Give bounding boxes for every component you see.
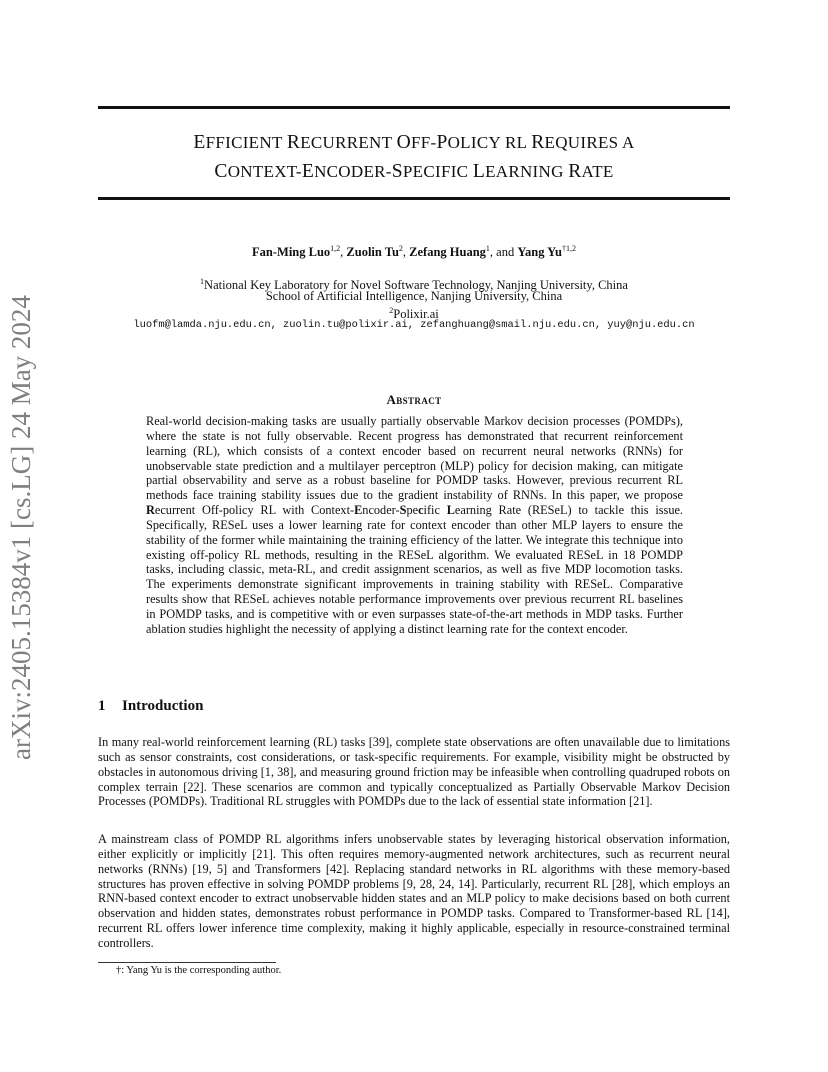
author-affil-sup: 1,2 (330, 244, 341, 253)
paper-title (98, 128, 730, 186)
title-sc: FFICIENT (205, 133, 287, 152)
title-line-1 (98, 128, 730, 157)
section-number: 1 (98, 698, 106, 714)
abstract-heading: Abstract (386, 392, 442, 407)
acronym-letter: S (399, 503, 407, 518)
abstract-text: ncoder- (362, 503, 400, 518)
author-sep: , and (489, 245, 518, 260)
title-bottom-rule (98, 197, 730, 200)
author-name: Yang Yu (517, 245, 562, 260)
title-sc: EARNING (485, 162, 569, 181)
abstract-text: ific (423, 503, 447, 518)
title-cap: R (286, 132, 301, 153)
title-cap: E (193, 132, 206, 153)
title-cap: L (472, 161, 486, 182)
title-sc: OLICY RL (447, 133, 532, 152)
section-title: Introduction (122, 698, 204, 714)
author-sep: , (340, 245, 347, 260)
title-sc: ONTEXT- (227, 162, 302, 181)
section-heading-introduction (98, 698, 203, 715)
abstract-text: Specifically, RESeL uses a lower learning rate for context encoder than other MLP layers to ensure the stability of the former while maintaining the training efficiency of the latter. We integrate this technique into existing off-policy RL methods, resulting in the RESeL algorithm. We evaluated RESeL in 18 POMDP tasks, including classic, meta-RL, and credit assignment scenarios, as well as five MDP locomotion tasks. The experiments demonstrate significant improvements in training stability with RESeL. Comparative results show that RESeL achieves notable performance improvements over previous recurrent RL baselines in POMDP tasks, and is competitive with or even surpasses state-of-the-art methods in MDP tasks. Further ablation studies highlight the necessity of applying a distinct learning rate for the context encoder. (146, 517, 683, 636)
title-cap: S (391, 161, 403, 182)
title-top-rule (98, 106, 730, 109)
arxiv-stamp-text: arXiv:2405.15384v1 [cs.LG] 24 May 2024 (6, 295, 36, 760)
abstract-text: earning Rate (RESeL) to tackle this issue. (454, 503, 684, 518)
title-cap: R (531, 132, 545, 153)
paragraph: A mainstream class of POMDP RL algorithms infers unobservable states by leveraging historical observation information, either explicitly or implicitly [21]. This often requires memory-augmented network architectures, such as recurrent neural networks (RNNs) [19, 5] and Transformers [42]. Replacing standard networks in RL algorithms with these memory-based structures has proven effective in solving POMDP problems [9, 28, 24, 14]. Particularly, recurrent RL [28], which employs an RNN-based context encoder to extract unobservable hidden states and an MLP policy to make decisions based on both current observation and hidden states, demonstrates robust performance in POMDP tasks. Compared to Transformer-based RL [14], recurrent RL offers lower inference time complexity, making it highly applicable, especially in resource-constrained terminal controllers. (98, 832, 730, 950)
affil-text: School of Artificial Intelligence, Nanjing University, China (265, 289, 563, 303)
footnote: †: Yang Yu is the corresponding author. (116, 965, 282, 976)
acronym-letter: R (146, 503, 155, 518)
paragraph: In many real-world reinforcement learning (RL) tasks [39], complete state observations are often unavailable due to limitations such as sensor constraints, cost considerations, or task-specific requirements. For example, visibility might be obstructed by obstacles in autonomous driving [1, 38], and measuring ground friction may be infeasible when controlling quadruped robots on complex terrain [22]. These scenarios are common and typically conceptualized as Partially Observable Markov Decision Processes (POMDPs). Traditional RL struggles with POMDPs due to the lack of essential state information [21]. (98, 735, 730, 809)
author-affil-sup: 1 (485, 244, 490, 253)
abstract-text: ecurrent Off-policy RL with Context- (154, 503, 355, 518)
title-sc: NCODER- (314, 162, 392, 181)
title-cap: E (301, 161, 315, 182)
affil-text: National Key Laboratory for Novel Software Technology, Nanjing University, China (204, 278, 628, 293)
abstract-text: pe (406, 503, 419, 518)
title-sc: FF- (410, 133, 437, 152)
title-line-2 (98, 157, 730, 186)
acronym-letter: c (418, 503, 424, 518)
abstract-body (146, 414, 683, 637)
author-list (98, 244, 730, 260)
author-sep: , (402, 245, 410, 260)
title-sc: ATE (581, 162, 614, 181)
acronym-letter: L (446, 503, 455, 518)
author-emails: luofm@lamda.nju.edu.cn, zuolin.tu@polixir.ai, zefanghuang@smail.nju.edu.cn, yuy@nju.edu.cn (133, 319, 695, 331)
affiliation-line-2 (98, 289, 730, 304)
title-cap: O (396, 132, 411, 153)
acronym-letter: E (354, 503, 363, 518)
affil-sup: 2 (389, 306, 394, 315)
author-affil-sup: †1,2 (561, 244, 576, 253)
title-sc: EQUIRES A (544, 133, 635, 152)
title-cap: R (568, 161, 582, 182)
author-name: Zefang Huang (409, 245, 486, 260)
abstract-text: Real-world decision-making tasks are usually partially observable Markov decision processes (POMDPs), where the state is not fully observable. Recent progress has demonstrated that recurrent reinforcement learning (RL), which consists of a context encoder based on recurrent neural networks (RNNs) for unobservable state prediction and a multilayer perceptron (MLP) policy for decision making, can mitigate partial observability and serve as a robust baseline for POMDP tasks. However, previous recurrent RL methods face training stability issues due to the gradient instability of RNNs. In this paper, we propose (146, 414, 683, 503)
affil-text: Polixir.ai (393, 307, 439, 322)
affil-sup: 1 (200, 277, 205, 286)
author-name: Fan-Ming Luo (252, 245, 331, 260)
author-affil-sup: 2 (398, 244, 403, 253)
title-sc: PECIFIC (402, 162, 473, 181)
author-name: Zuolin Tu (346, 245, 399, 260)
title-cap: P (436, 132, 448, 153)
title-sc: ECURRENT (300, 133, 397, 152)
footnote-rule (98, 962, 276, 963)
title-cap: C (214, 161, 228, 182)
